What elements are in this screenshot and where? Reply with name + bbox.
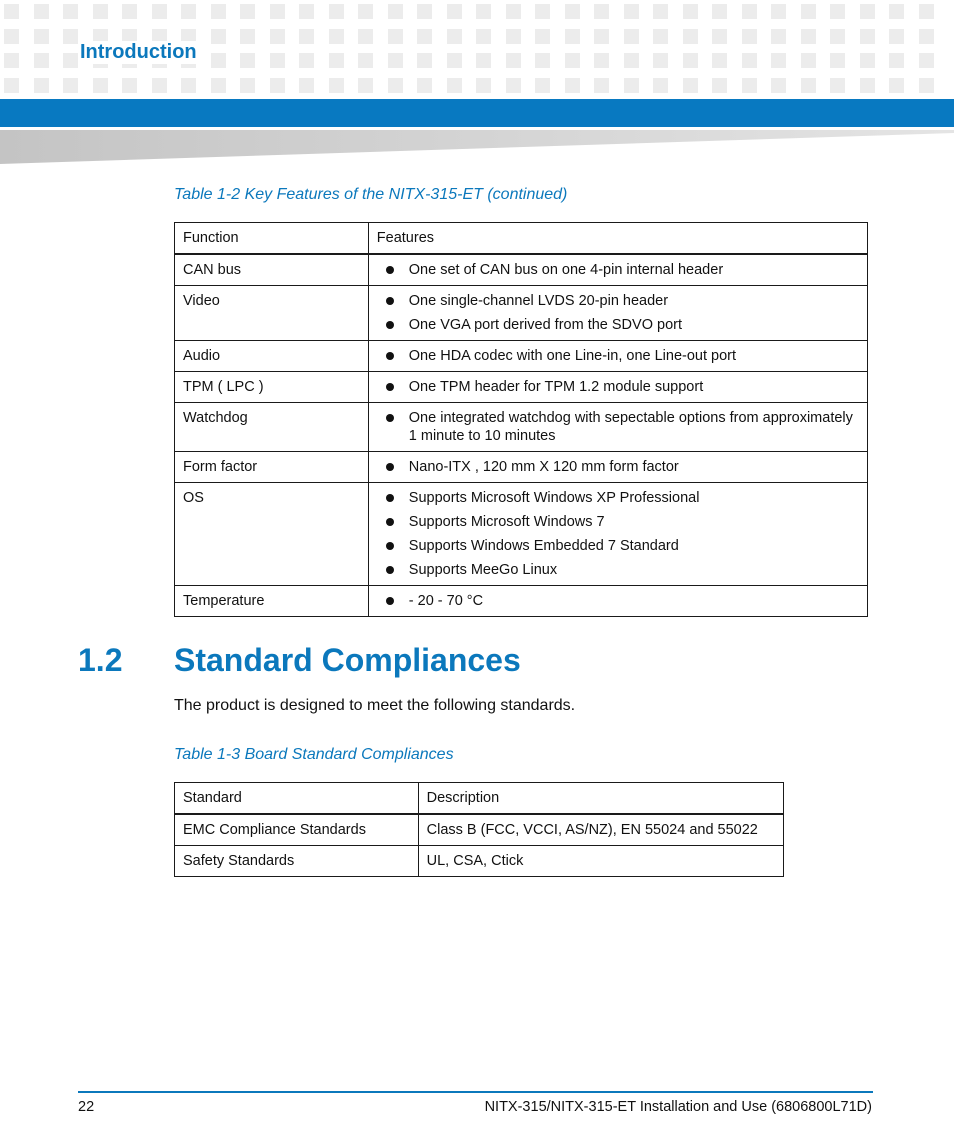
header-tile [565,29,580,44]
header-tile [919,29,934,44]
header-tile [919,53,934,68]
header-tile [919,4,934,19]
header-tile [388,4,403,19]
feature-text: One VGA port derived from the SDVO port [408,317,682,333]
feature-bullet-item [377,409,859,445]
description-cell: Class B (FCC, VCCI, AS/NZ), EN 55024 and 55022 [418,814,783,846]
header-tile [830,78,845,93]
feature-bullet-item [377,261,859,279]
feature-bullet-item [377,378,859,396]
header-tile [801,78,816,93]
bullet-icon [386,597,394,605]
feature-bullet-item [377,292,859,310]
function-cell: OS [175,483,369,586]
section-number: 1.2 [78,642,123,678]
header-tile [860,4,875,19]
features-table [174,222,868,617]
header-tile [889,78,904,93]
features-cell [368,286,867,341]
header-tile [742,4,757,19]
header-tile [535,29,550,44]
header-tile [299,78,314,93]
table-row [175,586,868,617]
header-tile [417,4,432,19]
header-tile [535,4,550,19]
header-tile [683,53,698,68]
header-tile [447,53,462,68]
header-tile [594,53,609,68]
header-tile [4,4,19,19]
header-tile [4,78,19,93]
header-tile [329,4,344,19]
header-tile [447,78,462,93]
header-tile [476,4,491,19]
header-tile [830,53,845,68]
features-table-header-row [175,223,868,255]
bullet-icon [386,414,394,422]
feature-text: Supports Microsoft Windows 7 [408,514,605,530]
header-tile [653,78,668,93]
header-tile [683,4,698,19]
header-tile [211,4,226,19]
header-tile [624,29,639,44]
feature-text: Supports Windows Embedded 7 Standard [408,538,679,554]
header-tile [683,78,698,93]
page-number: 22 [78,1099,95,1115]
header-tile [624,53,639,68]
standard-cell: EMC Compliance Standards [175,814,419,846]
header-tile [417,78,432,93]
header-tile [329,53,344,68]
header-tile [240,78,255,93]
header-tile [594,29,609,44]
function-cell: CAN bus [175,254,369,286]
footer-rule [78,1091,873,1093]
header-tile [506,78,521,93]
table-row [175,372,868,403]
feature-bullet-item [377,561,859,579]
header-tile [299,53,314,68]
header-tile [270,53,285,68]
bullet-icon [386,542,394,550]
header-tile [358,29,373,44]
header-tile [565,78,580,93]
header-tile [653,4,668,19]
function-cell: TPM ( LPC ) [175,372,369,403]
header-tile [506,4,521,19]
header-tile [122,4,137,19]
header-tile [211,29,226,44]
header-tile [860,78,875,93]
header-tile [181,78,196,93]
header-tile [830,29,845,44]
header-tile [476,78,491,93]
header-tile [152,78,167,93]
header-blue-bar [0,99,954,127]
column-header-description: Description [418,783,783,815]
header-tile [34,53,49,68]
header-tile [712,4,727,19]
feature-text: One TPM header for TPM 1.2 module support [408,379,704,395]
feature-text: One single-channel LVDS 20-pin header [408,293,669,309]
header-tile [447,29,462,44]
header-tile [860,29,875,44]
features-cell [368,483,867,586]
section-heading: Standard Compliances [174,642,521,678]
header-tile [4,29,19,44]
header-tile [624,78,639,93]
header-tile [417,53,432,68]
table-row [175,254,868,286]
bullet-icon [386,494,394,502]
header-tile [830,4,845,19]
header-tile [329,78,344,93]
header-tile [240,29,255,44]
header-tile [299,4,314,19]
feature-bullet-item [377,537,859,555]
standards-table-header-row [175,783,784,815]
bullet-icon [386,518,394,526]
header-tile [653,53,668,68]
header-tile [417,29,432,44]
function-cell: Form factor [175,452,369,483]
header-tile [388,29,403,44]
document-title: NITX-315/NITX-315-ET Installation and Use (6806800L71D) [484,1099,872,1115]
header-tile [358,78,373,93]
header-tile [506,53,521,68]
header-tile [506,29,521,44]
table-standards-caption: Table 1-3 Board Standard Compliances [174,746,454,763]
feature-bullet-item [377,513,859,531]
header-tile [594,78,609,93]
header-tile [624,4,639,19]
feature-text: Nano-ITX , 120 mm X 120 mm form factor [408,459,679,475]
header-tile [565,53,580,68]
header-tile [771,29,786,44]
header-tile [771,78,786,93]
features-cell [368,403,867,452]
features-cell [368,254,867,286]
table-features-caption: Table 1-2 Key Features of the NITX-315-ET (continued) [174,186,568,203]
table-row [175,452,868,483]
feature-text: One set of CAN bus on one 4-pin internal header [408,262,724,278]
bullet-icon [386,566,394,574]
feature-text: One HDA codec with one Line-in, one Line-out port [408,348,737,364]
header-tile [270,29,285,44]
feature-bullet-item [377,458,859,476]
header-tile [358,53,373,68]
feature-bullet-item [377,592,859,610]
header-tile [240,4,255,19]
header-tile [388,78,403,93]
header-tile [712,29,727,44]
header-tile [34,29,49,44]
header-tile [34,4,49,19]
header-tile [742,53,757,68]
features-cell [368,341,867,372]
bullet-icon [386,383,394,391]
function-cell: Audio [175,341,369,372]
bullet-icon [386,463,394,471]
header-tile [771,4,786,19]
header-tile [712,53,727,68]
bullet-icon [386,352,394,360]
header-tile [181,4,196,19]
header-tile [240,53,255,68]
feature-text: Supports MeeGo Linux [408,562,558,578]
header-tile [683,29,698,44]
header-tile [270,4,285,19]
standards-table [174,782,784,877]
table-row [175,846,784,877]
header-tile [860,53,875,68]
feature-text: One integrated watchdog with sepectable options from approximately 1 minute to 10 minutes [408,410,853,444]
running-section-title: Introduction [80,41,197,63]
header-tile [358,4,373,19]
column-header-function: Function [175,223,369,255]
header-tile [801,4,816,19]
bullet-icon [386,266,394,274]
table-row [175,286,868,341]
feature-bullet-item [377,347,859,365]
header-tile [476,29,491,44]
header-tile [447,4,462,19]
header-tile [771,53,786,68]
section-intro-text: The product is designed to meet the following standards. [174,697,576,714]
table-row [175,483,868,586]
header-tile [594,4,609,19]
header-tile [565,4,580,19]
header-tile [152,4,167,19]
header-tile [653,29,668,44]
features-cell [368,372,867,403]
description-cell: UL, CSA, Ctick [418,846,783,877]
header-tile [299,29,314,44]
header-tile [63,78,78,93]
header-tile [801,53,816,68]
header-tile [211,53,226,68]
header-tile [476,53,491,68]
header-tile [4,53,19,68]
header-tile [388,53,403,68]
header-tile [712,78,727,93]
feature-bullet-item [377,489,859,507]
header-tile [742,78,757,93]
header-tile [535,53,550,68]
header-tile [93,78,108,93]
header-tile [889,4,904,19]
header-tile [270,78,285,93]
header-tile [63,4,78,19]
header-tile [63,29,78,44]
header-tile [122,78,137,93]
column-header-features: Features [368,223,867,255]
function-cell: Temperature [175,586,369,617]
header-tile [801,29,816,44]
header-tile [889,53,904,68]
feature-bullet-item [377,316,859,334]
header-gray-wedge [0,130,954,164]
header-tile [93,4,108,19]
header-tile [63,53,78,68]
header-tile [329,29,344,44]
feature-text: - 20 - 70 °C [408,593,484,609]
bullet-icon [386,297,394,305]
header-tile [742,29,757,44]
table-row [175,814,784,846]
function-cell: Video [175,286,369,341]
standard-cell: Safety Standards [175,846,419,877]
function-cell: Watchdog [175,403,369,452]
feature-text: Supports Microsoft Windows XP Professional [408,490,700,506]
table-row [175,403,868,452]
header-tile [211,78,226,93]
bullet-icon [386,321,394,329]
header-tile [919,78,934,93]
features-cell [368,452,867,483]
header-tile [535,78,550,93]
column-header-standard: Standard [175,783,419,815]
features-cell [368,586,867,617]
header-tile [889,29,904,44]
header-tile [34,78,49,93]
table-row [175,341,868,372]
